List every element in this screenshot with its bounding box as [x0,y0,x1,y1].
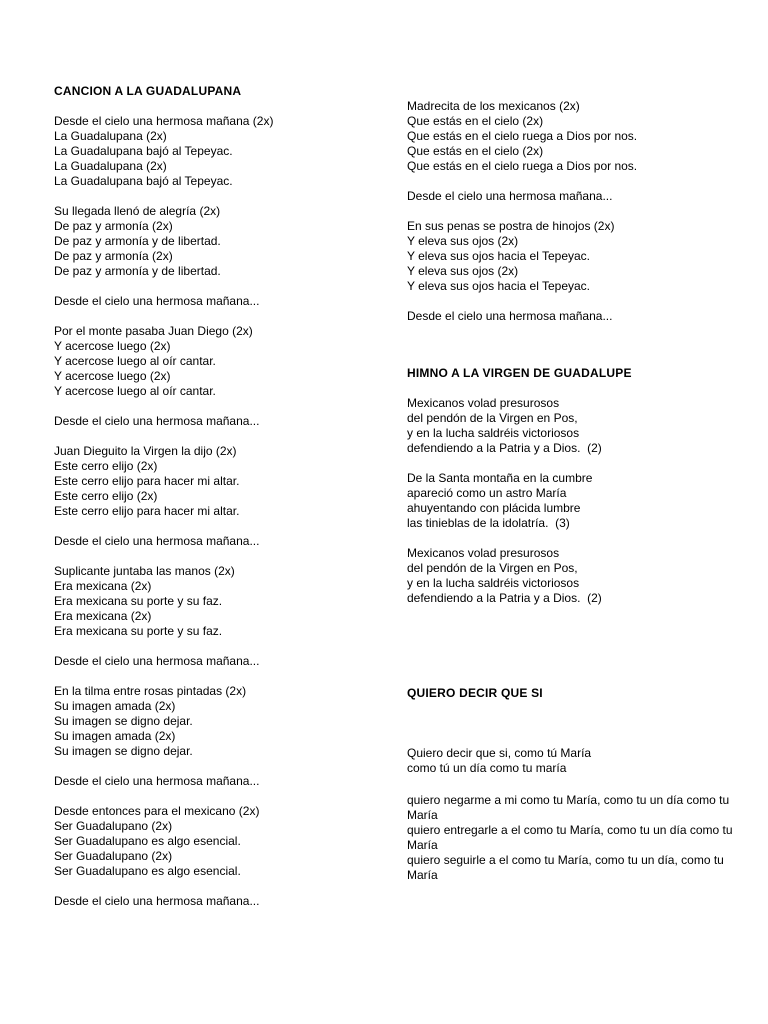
lyric-line: Su imagen amada (2x) [54,699,176,713]
lyric-line: Y eleva sus ojos (2x) [407,264,519,278]
stanza [54,684,384,759]
lyric-line: Juan Dieguito la Virgen la dijo (2x) [54,444,237,458]
cancion-continued-section [407,99,747,339]
lyric-line: De la Santa montaña en la cumbre [407,471,593,485]
lyric-line: Desde el cielo una hermosa mañana... [54,414,260,428]
cancion-stanzas [54,114,384,909]
stanza [407,471,747,531]
lyric-line: Este cerro elijo para hacer mi altar. [54,504,240,518]
lyric-line: Era mexicana su porte y su faz. [54,594,223,608]
stanza [407,309,747,324]
lyric-line: Desde el cielo una hermosa mañana... [54,534,260,548]
lyric-line: Desde el cielo una hermosa mañana (2x) [54,114,274,128]
lyric-line: Y acercose luego al oír cantar. [54,384,216,398]
lyric-line: Su imagen se digno dejar. [54,744,193,758]
lyric-line: Desde el cielo una hermosa mañana... [407,189,613,203]
lyric-line: Este cerro elijo para hacer mi altar. [54,474,240,488]
lyric-line: apareció como un astro María [407,486,567,500]
lyric-line: Y eleva sus ojos (2x) [407,234,519,248]
lyric-line: quiero entregarle a el como tu María, como tu un día como tu María [407,823,733,852]
lyric-line: defendiendo a la Patria y a Dios. (2) [407,591,602,605]
cancion-continued-stanzas [407,99,747,324]
lyric-line: Ser Guadalupano (2x) [54,849,173,863]
lyric-line: Ser Guadalupano (2x) [54,819,173,833]
lyric-line: Desde el cielo una hermosa mañana... [407,309,613,323]
lyric-line: Su imagen se digno dejar. [54,714,193,728]
stanza [54,774,384,789]
lyric-line: Que estás en el cielo (2x) [407,144,544,158]
stanza [54,114,384,189]
stanza [54,294,384,309]
lyric-line: Suplicante juntaba las manos (2x) [54,564,235,578]
lyric-line: Mexicanos volad presurosos [407,396,560,410]
lyric-line: del pendón de la Virgen en Pos, [407,411,578,425]
lyric-line: Mexicanos volad presurosos [407,546,560,560]
lyric-line: Ser Guadalupano es algo esencial. [54,834,241,848]
stanza [407,396,747,456]
himno-stanzas [407,396,747,606]
lyric-line: las tinieblas de la idolatría. (3) [407,516,570,530]
lyric-line: Y acercose luego (2x) [54,369,171,383]
stanza [54,204,384,279]
stanza [54,654,384,669]
lyric-line: La Guadalupana bajó al Tepeyac. [54,144,233,158]
lyric-line: Quiero decir que si, como tú María [407,746,592,760]
lyric-line: Desde el cielo una hermosa mañana... [54,774,260,788]
lyric-line: Madrecita de los mexicanos (2x) [407,99,580,113]
stanza [407,746,747,776]
lyric-line: La Guadalupana (2x) [54,159,167,173]
stanza [407,546,747,606]
lyric-line: La Guadalupana (2x) [54,129,167,143]
quiero-section [407,686,747,900]
lyric-line: quiero negarme a mi como tu María, como tu un día como tu María [407,793,730,822]
lyric-line: Era mexicana (2x) [54,609,152,623]
lyric-line: Desde el cielo una hermosa mañana... [54,654,260,668]
lyric-line: De paz y armonía (2x) [54,219,173,233]
lyric-line: Y acercose luego (2x) [54,339,171,353]
lyric-line: Era mexicana (2x) [54,579,152,593]
lyric-line: La Guadalupana bajó al Tepeyac. [54,174,233,188]
lyric-line: Desde el cielo una hermosa mañana... [54,894,260,908]
lyric-line: De paz y armonía y de libertad. [54,264,221,278]
stanza [54,534,384,549]
lyric-line: y en la lucha saldréis victoriosos [407,576,580,590]
stanza [407,219,747,294]
lyric-line: ahuyentando con plácida lumbre [407,501,581,515]
lyric-line: Era mexicana su porte y su faz. [54,624,223,638]
himno-title: HIMNO A LA VIRGEN DE GUADALUPE [407,366,632,380]
stanza [407,99,747,174]
stanza [54,564,384,639]
cancion-section [54,84,384,924]
quiero-stanzas [407,746,747,883]
stanza [407,189,747,204]
lyric-line: Ser Guadalupano es algo esencial. [54,864,241,878]
lyric-line: Su imagen amada (2x) [54,729,176,743]
lyric-line: En la tilma entre rosas pintadas (2x) [54,684,247,698]
stanza [54,894,384,909]
stanza [54,414,384,429]
lyric-line: Que estás en el cielo ruega a Dios por nos. [407,129,638,143]
lyric-line: En sus penas se postra de hinojos (2x) [407,219,615,233]
lyric-line: Que estás en el cielo ruega a Dios por nos. [407,159,638,173]
himno-section [407,366,747,621]
stanza [54,804,384,879]
lyric-line: Desde el cielo una hermosa mañana... [54,294,260,308]
lyric-line: del pendón de la Virgen en Pos, [407,561,578,575]
lyric-line: quiero seguirle a el como tu María, como tu un día, como tu María [407,853,724,882]
lyric-line: Desde entonces para el mexicano (2x) [54,804,260,818]
lyric-line: Por el monte pasaba Juan Diego (2x) [54,324,253,338]
lyric-line: De paz y armonía y de libertad. [54,234,221,248]
lyric-line: Y acercose luego al oír cantar. [54,354,216,368]
lyric-line: y en la lucha saldréis victoriosos [407,426,580,440]
stanza [54,324,384,399]
lyric-line: De paz y armonía (2x) [54,249,173,263]
lyric-line: Y eleva sus ojos hacia el Tepeyac. [407,249,591,263]
quiero-title: QUIERO DECIR QUE SI [407,686,543,700]
lyric-line: Este cerro elijo (2x) [54,489,158,503]
stanza [407,793,747,883]
lyric-line: como tú un día como tu maría [407,761,567,775]
lyric-line: Y eleva sus ojos hacia el Tepeyac. [407,279,591,293]
stanza [54,444,384,519]
lyric-line: defendiendo a la Patria y a Dios. (2) [407,441,602,455]
lyric-line: Su llegada llenó de alegría (2x) [54,204,221,218]
lyric-line: Este cerro elijo (2x) [54,459,158,473]
lyric-line: Que estás en el cielo (2x) [407,114,544,128]
cancion-title: CANCION A LA GUADALUPANA [54,84,242,98]
